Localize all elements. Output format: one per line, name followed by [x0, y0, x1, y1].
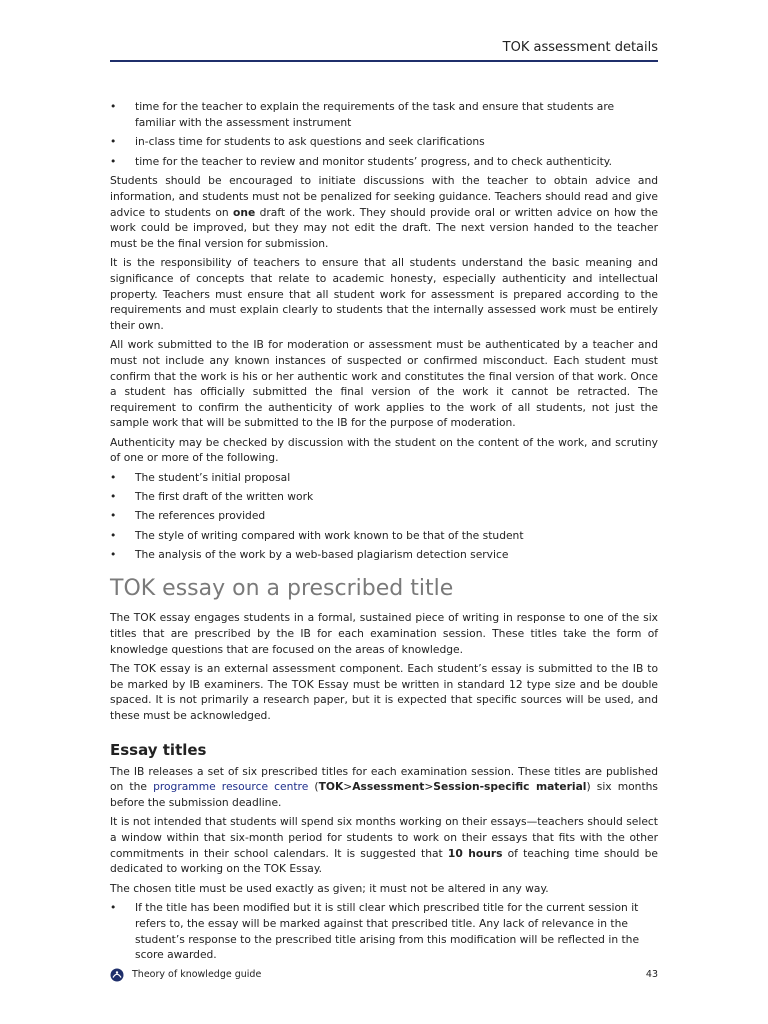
section-heading: TOK essay on a prescribed title [110, 576, 454, 602]
text-run: It is not intended that students will spend six months working on their essays—teachers should select a window within that six-month period for students to work on their essays that fits with the other commitments in their school calendars. It is suggested that [110, 815, 658, 860]
paragraph-title-rule: The chosen title must be used exactly as given; it must not be altered in any way. [110, 881, 549, 895]
final-bullet-list [110, 900, 658, 962]
list-item: • The analysis of the work by a web-based plagiarism detection service [110, 547, 658, 563]
list-item: • If the title has been modified but it is still clear which prescribed title for the current session it refers to, the essay will be marked against that prescribed title. Any lack of relevance in the student’s response to the prescribed title arising from this modification will be reflected in the score awarded. [110, 900, 658, 962]
bold-text: 10 hours [447, 846, 503, 860]
text-run: of teaching time should be dedicated to working on the TOK Essay. [110, 846, 658, 876]
ib-logo-icon [110, 968, 124, 982]
running-header: TOK assessment details [502, 40, 658, 55]
text-run: Students should be encouraged to initiate discussions with the teacher to obtain advice and information, and students must not be penalized for seeking guidance. Teachers should read and give advice to students on [110, 174, 658, 219]
list-item: • The references provided [110, 508, 658, 524]
programme-resource-centre-link[interactable]: programme resource centre [153, 780, 309, 794]
text-run: ) six months before the submission deadline. [110, 780, 658, 809]
bold-text: Assessment [352, 780, 425, 794]
list-item: • time for the teacher to review and monitor students’ progress, and to check authenticity. [110, 154, 658, 170]
page-number: 43 [645, 969, 658, 980]
paragraph-authenticity-check: Authenticity may be checked by discussion with the student on the content of the work, and scrutiny of one or more of the following. [110, 435, 658, 465]
text-run: draft of the work. They should provide oral or written advice on how the work could be improved, but they may not edit the draft. The next version handed to the teacher must be the final version for submission. [110, 205, 658, 250]
paragraph-titles-release [110, 764, 658, 811]
paragraph-academic-honesty: It is the responsibility of teachers to ensure that all students understand the basic meaning and significance of concepts that relate to academic honesty, especially authenticity and intellectual property. Teachers must ensure that all student work for assessment is prepared according to the requirements and must explain clearly to students that the internally assessed work must be entirely their own. [110, 256, 658, 332]
check-bullet-list [110, 470, 658, 562]
page-footer [110, 966, 658, 986]
path-separator: > [424, 780, 434, 794]
bold-text: one [233, 205, 256, 219]
path-separator: > [343, 780, 353, 794]
bold-text: TOK [318, 780, 344, 794]
bold-text: Session-specific material [433, 780, 587, 794]
text-run: The IB releases a set of six prescribed titles for each examination session. These titles are published on the [110, 764, 658, 794]
paragraph-guidance [110, 173, 658, 251]
list-item: • time for the teacher to explain the requirements of the task and ensure that students are familiar with the assessment instrument [110, 99, 658, 130]
paragraph-time-window [110, 814, 658, 876]
list-item: • The first draft of the written work [110, 489, 658, 505]
paragraph-authentication: All work submitted to the IB for moderation or assessment must be authenticated by a teacher and must not include any known instances of suspected or confirmed misconduct. Each student must confirm that the work is his or her authentic work and constitutes the final version of that work. Once a student has officially submitted the final version of the work it cannot be retracted. The requirement to confirm the authenticity of work applies to the work of all students, not just the sample work that will be submitted to the IB for the purpose of moderation. [110, 338, 658, 430]
header-rule [110, 60, 658, 62]
subheading: Essay titles [110, 740, 207, 759]
list-item: • in-class time for students to ask questions and seek clarifications [110, 134, 658, 150]
list-item: • The style of writing compared with work known to be that of the student [110, 528, 658, 544]
footer-guide-title: Theory of knowledge guide [132, 969, 262, 980]
list-item: • The student’s initial proposal [110, 470, 658, 486]
page-content [110, 99, 658, 967]
intro-bullet-list [110, 99, 658, 169]
paragraph-essay-intro: The TOK essay engages students in a formal, sustained piece of writing in response to one of the six titles that are prescribed by the IB for each examination session. These titles take the form of knowledge questions that are focused on the areas of knowledge. [110, 611, 658, 656]
paragraph-external-assessment: The TOK essay is an external assessment component. Each student’s essay is submitted to the IB to be marked by IB examiners. The TOK Essay must be written in standard 12 type size and be double spaced. It is not primarily a research paper, but it is expected that specific sources will be used, and these must be acknowledged. [110, 662, 658, 722]
text-run: ( [308, 780, 319, 794]
